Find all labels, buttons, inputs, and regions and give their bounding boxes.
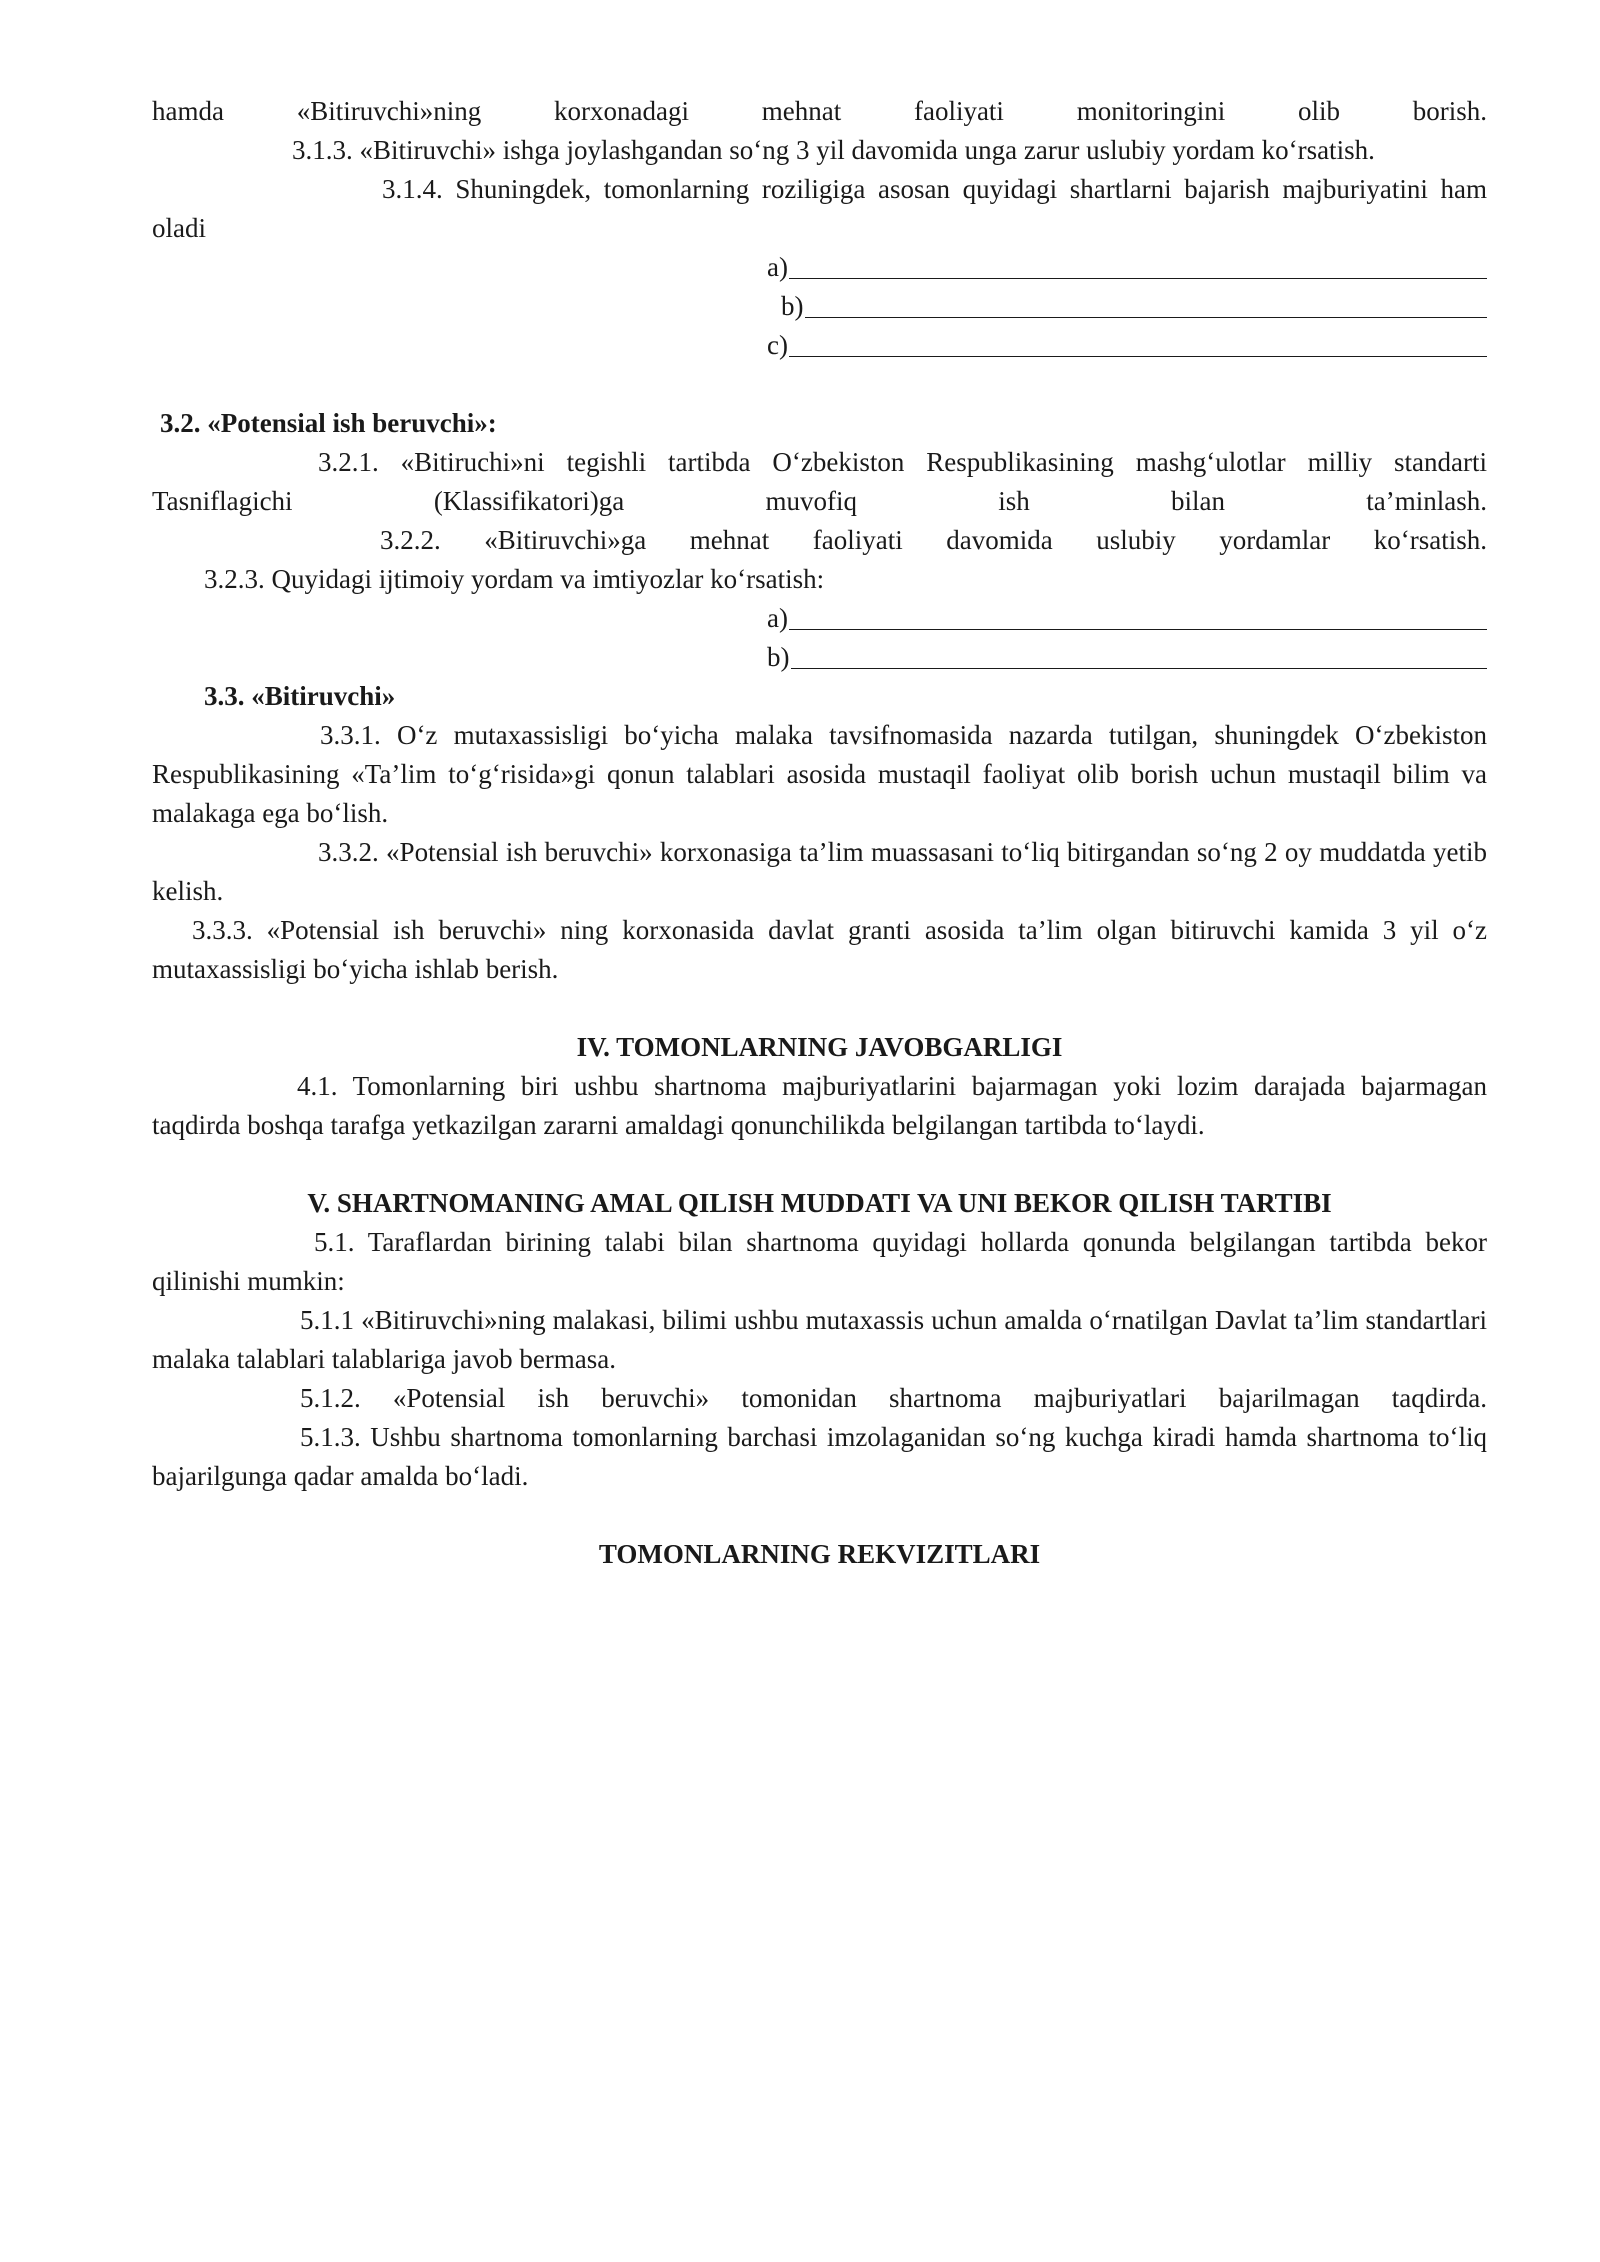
blank-label: c) [767, 330, 788, 360]
spacer [152, 365, 1487, 404]
section-heading-v: V. SHARTNOMANING AMAL QILISH MUDDATI VA UNI BEKOR QILISH TARTIBI [307, 1188, 1332, 1218]
blank-label: a) [767, 603, 788, 633]
blank-label: b) [781, 291, 804, 321]
paragraph-3-1-3: 3.1.3. «Bitiruvchi» ishga joylashgandan so‘ng 3 yil davomida unga zarur uslubiy yordam ko‘rsatish. [292, 135, 1375, 165]
section-heading-rekvizitlari: TOMONLARNING REKVIZITLARI [598, 1539, 1041, 1569]
blank-field-b-1 [781, 287, 1487, 326]
spacer [152, 1496, 1487, 1535]
blank-rule [789, 629, 1487, 630]
spacer [152, 989, 1487, 1028]
paragraph-3-3-1: 3.3.1. O‘z mutaxassisligi bo‘yicha malaka tavsifnomasida nazarda tutilgan, shuningdek O‘zbekiston Respublikasining «Ta’lim to‘g‘risida»gi qonun talablari asosida mustaqil faoliyat olib borish uchun mustaqil bilim va malakaga ega bo‘lish. [152, 720, 1487, 828]
blank-label: b) [767, 642, 790, 672]
blank-rule [789, 278, 1487, 279]
paragraph-5-1-1: 5.1.1 «Bitiruvchi»ning malakasi, bilimi ushbu mutaxassis uchun amalda o‘rnatilgan Davlat ta’lim standartlari malaka talablari talablariga javob bermasa. [152, 1305, 1487, 1374]
document-page [152, 92, 1487, 1574]
blank-field-a-2 [767, 599, 1487, 638]
blank-field-a-1 [767, 248, 1487, 287]
paragraph-3-2-1: 3.2.1. «Bitiruchi»ni tegishli tartibda O‘zbekiston Respublikasining mashg‘ulotlar milliy standarti Tasniflagichi (Klassifikatori)ga muvofiq ish bilan ta’minlash. [152, 447, 1487, 516]
blank-rule [789, 356, 1487, 357]
section-heading-iv: IV. TOMONLARNING JAVOBGARLIGI [576, 1032, 1063, 1062]
blank-field-c-1 [767, 326, 1487, 365]
paragraph-3-2-3: 3.2.3. Quyidagi ijtimoiy yordam va imtiyozlar ko‘rsatish: [204, 564, 825, 594]
blank-label: a) [767, 252, 788, 282]
paragraph-3-1-4: 3.1.4. Shuningdek, tomonlarning roziligiga asosan quyidagi shartlarni bajarish majburiyatini ham oladi [152, 174, 1487, 243]
paragraph-3-1-2-tail: hamda «Bitiruvchi»ning korxonadagi mehnat faoliyati monitoringini olib borish. [152, 96, 1487, 126]
blank-field-b-2 [767, 638, 1487, 677]
paragraph-5-1: 5.1. Taraflardan birining talabi bilan shartnoma quyidagi hollarda qonunda belgilangan tartibda bekor qilinishi mumkin: [152, 1227, 1487, 1296]
spacer [152, 1145, 1487, 1184]
paragraph-5-1-2: 5.1.2. «Potensial ish beruvchi» tomonidan shartnoma majburiyatlari bajarilmagan taqdirda. [300, 1383, 1487, 1413]
paragraph-3-2-2: 3.2.2. «Bitiruvchi»ga mehnat faoliyati davomida uslubiy yordamlar ko‘rsatish. [380, 525, 1487, 555]
heading-3-3: 3.3. «Bitiruvchi» [204, 681, 396, 711]
paragraph-3-3-2: 3.3.2. «Potensial ish beruvchi» korxonasiga ta’lim muassasani to‘liq bitirgandan so‘ng 2 oy muddatda yetib kelish. [152, 837, 1487, 906]
heading-3-2: 3.2. «Potensial ish beruvchi»: [160, 408, 497, 438]
paragraph-3-3-3: 3.3.3. «Potensial ish beruvchi» ning korxonasida davlat granti asosida ta’lim olgan bitiruvchi kamida 3 yil o‘z mutaxassisligi bo‘yicha ishlab berish. [152, 915, 1487, 984]
blank-rule [791, 668, 1488, 669]
paragraph-5-1-3: 5.1.3. Ushbu shartnoma tomonlarning barchasi imzolaganidan so‘ng kuchga kiradi hamda shartnoma to‘liq bajarilgunga qadar amalda bo‘ladi. [152, 1422, 1487, 1491]
paragraph-4-1: 4.1. Tomonlarning biri ushbu shartnoma majburiyatlarini bajarmagan yoki lozim darajada bajarmagan taqdirda boshqa tarafga yetkazilgan zararni amaldagi qonunchilikda belgilangan tartibda to‘laydi. [152, 1071, 1487, 1140]
blank-rule [805, 317, 1488, 318]
